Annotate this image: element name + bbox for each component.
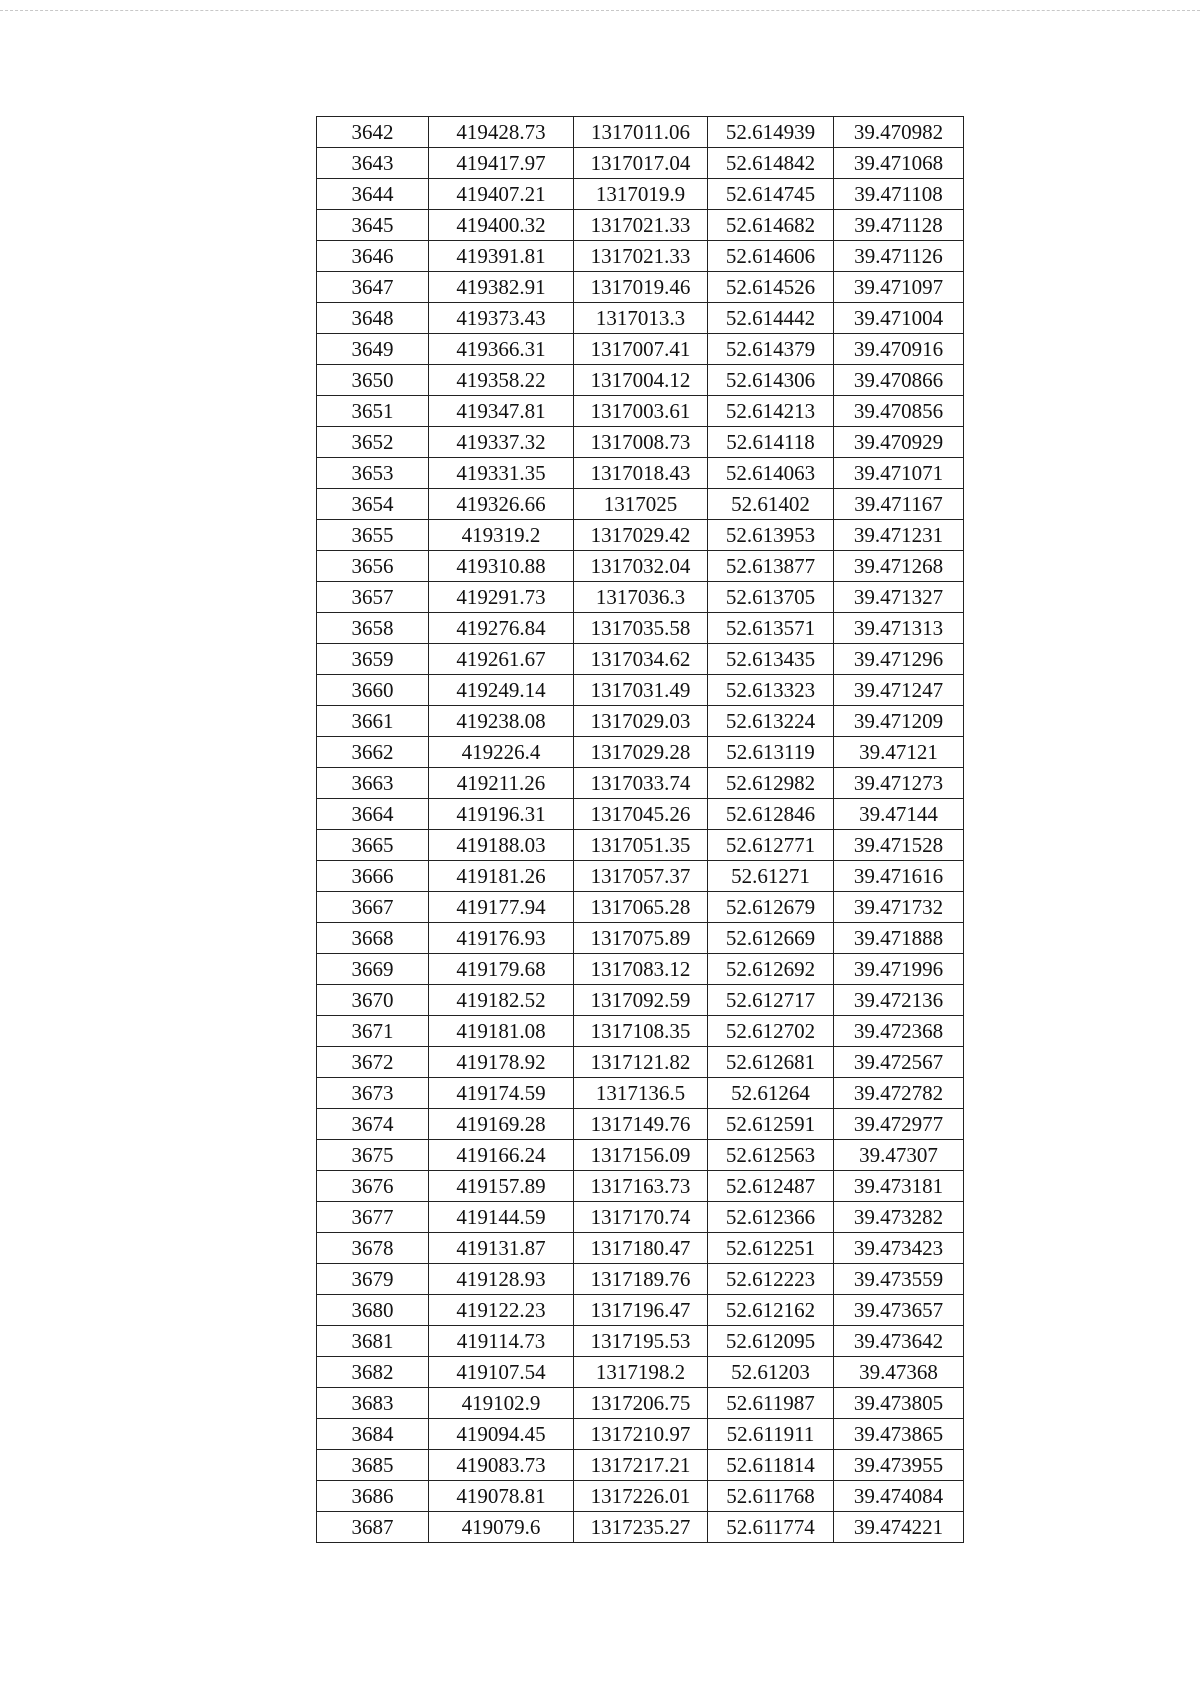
- latitude-cell: 52.614939: [708, 117, 834, 148]
- point-number-cell: 3665: [317, 830, 429, 861]
- point-number-cell: 3661: [317, 706, 429, 737]
- longitude-cell: 39.471108: [834, 179, 964, 210]
- x-coordinate-cell: 419131.87: [429, 1233, 574, 1264]
- latitude-cell: 52.612702: [708, 1016, 834, 1047]
- table-row: [317, 520, 964, 551]
- latitude-cell: 52.612669: [708, 923, 834, 954]
- table-row: [317, 148, 964, 179]
- table-row: [317, 1295, 964, 1326]
- y-coordinate-cell: 1317083.12: [574, 954, 708, 985]
- latitude-cell: 52.614745: [708, 179, 834, 210]
- point-number-cell: 3681: [317, 1326, 429, 1357]
- x-coordinate-cell: 419181.26: [429, 861, 574, 892]
- latitude-cell: 52.611768: [708, 1481, 834, 1512]
- table-row: [317, 985, 964, 1016]
- point-number-cell: 3647: [317, 272, 429, 303]
- y-coordinate-cell: 1317198.2: [574, 1357, 708, 1388]
- longitude-cell: 39.471616: [834, 861, 964, 892]
- longitude-cell: 39.472368: [834, 1016, 964, 1047]
- table-row: [317, 427, 964, 458]
- longitude-cell: 39.471126: [834, 241, 964, 272]
- x-coordinate-cell: 419319.2: [429, 520, 574, 551]
- x-coordinate-cell: 419122.23: [429, 1295, 574, 1326]
- longitude-cell: 39.471071: [834, 458, 964, 489]
- y-coordinate-cell: 1317195.53: [574, 1326, 708, 1357]
- latitude-cell: 52.613571: [708, 613, 834, 644]
- point-number-cell: 3643: [317, 148, 429, 179]
- x-coordinate-cell: 419128.93: [429, 1264, 574, 1295]
- point-number-cell: 3651: [317, 396, 429, 427]
- y-coordinate-cell: 1317045.26: [574, 799, 708, 830]
- table-row: [317, 1450, 964, 1481]
- y-coordinate-cell: 1317018.43: [574, 458, 708, 489]
- y-coordinate-cell: 1317156.09: [574, 1140, 708, 1171]
- longitude-cell: 39.470916: [834, 334, 964, 365]
- x-coordinate-cell: 419182.52: [429, 985, 574, 1016]
- table-row: [317, 1388, 964, 1419]
- x-coordinate-cell: 419169.28: [429, 1109, 574, 1140]
- x-coordinate-cell: 419347.81: [429, 396, 574, 427]
- table-row: [317, 1264, 964, 1295]
- longitude-cell: 39.470982: [834, 117, 964, 148]
- x-coordinate-cell: 419188.03: [429, 830, 574, 861]
- y-coordinate-cell: 1317019.46: [574, 272, 708, 303]
- y-coordinate-cell: 1317136.5: [574, 1078, 708, 1109]
- point-number-cell: 3666: [317, 861, 429, 892]
- x-coordinate-cell: 419107.54: [429, 1357, 574, 1388]
- y-coordinate-cell: 1317206.75: [574, 1388, 708, 1419]
- y-coordinate-cell: 1317149.76: [574, 1109, 708, 1140]
- longitude-cell: 39.471996: [834, 954, 964, 985]
- point-number-cell: 3642: [317, 117, 429, 148]
- point-number-cell: 3677: [317, 1202, 429, 1233]
- latitude-cell: 52.614118: [708, 427, 834, 458]
- latitude-cell: 52.613435: [708, 644, 834, 675]
- y-coordinate-cell: 1317008.73: [574, 427, 708, 458]
- point-number-cell: 3680: [317, 1295, 429, 1326]
- table-row: [317, 210, 964, 241]
- latitude-cell: 52.61203: [708, 1357, 834, 1388]
- point-number-cell: 3683: [317, 1388, 429, 1419]
- longitude-cell: 39.47144: [834, 799, 964, 830]
- latitude-cell: 52.612563: [708, 1140, 834, 1171]
- longitude-cell: 39.471128: [834, 210, 964, 241]
- point-number-cell: 3663: [317, 768, 429, 799]
- point-number-cell: 3667: [317, 892, 429, 923]
- table-row: [317, 954, 964, 985]
- point-number-cell: 3678: [317, 1233, 429, 1264]
- y-coordinate-cell: 1317170.74: [574, 1202, 708, 1233]
- x-coordinate-cell: 419178.92: [429, 1047, 574, 1078]
- table-row: [317, 1202, 964, 1233]
- table-row: [317, 303, 964, 334]
- point-number-cell: 3676: [317, 1171, 429, 1202]
- table-row: [317, 334, 964, 365]
- x-coordinate-cell: 419261.67: [429, 644, 574, 675]
- table-row: [317, 861, 964, 892]
- y-coordinate-cell: 1317019.9: [574, 179, 708, 210]
- x-coordinate-cell: 419226.4: [429, 737, 574, 768]
- x-coordinate-cell: 419177.94: [429, 892, 574, 923]
- y-coordinate-cell: 1317057.37: [574, 861, 708, 892]
- x-coordinate-cell: 419196.31: [429, 799, 574, 830]
- table-row: [317, 458, 964, 489]
- x-coordinate-cell: 419102.9: [429, 1388, 574, 1419]
- longitude-cell: 39.471296: [834, 644, 964, 675]
- y-coordinate-cell: 1317226.01: [574, 1481, 708, 1512]
- latitude-cell: 52.611774: [708, 1512, 834, 1543]
- y-coordinate-cell: 1317210.97: [574, 1419, 708, 1450]
- x-coordinate-cell: 419174.59: [429, 1078, 574, 1109]
- y-coordinate-cell: 1317033.74: [574, 768, 708, 799]
- point-number-cell: 3668: [317, 923, 429, 954]
- longitude-cell: 39.471209: [834, 706, 964, 737]
- point-number-cell: 3686: [317, 1481, 429, 1512]
- latitude-cell: 52.612251: [708, 1233, 834, 1264]
- latitude-cell: 52.612223: [708, 1264, 834, 1295]
- x-coordinate-cell: 419179.68: [429, 954, 574, 985]
- y-coordinate-cell: 1317034.62: [574, 644, 708, 675]
- latitude-cell: 52.612487: [708, 1171, 834, 1202]
- scan-edge-line: [0, 10, 1200, 11]
- y-coordinate-cell: 1317021.33: [574, 241, 708, 272]
- table-row: [317, 799, 964, 830]
- latitude-cell: 52.613323: [708, 675, 834, 706]
- latitude-cell: 52.612162: [708, 1295, 834, 1326]
- longitude-cell: 39.471327: [834, 582, 964, 613]
- latitude-cell: 52.611911: [708, 1419, 834, 1450]
- latitude-cell: 52.61264: [708, 1078, 834, 1109]
- table-row: [317, 892, 964, 923]
- longitude-cell: 39.471097: [834, 272, 964, 303]
- point-number-cell: 3657: [317, 582, 429, 613]
- y-coordinate-cell: 1317031.49: [574, 675, 708, 706]
- table-row: [317, 613, 964, 644]
- y-coordinate-cell: 1317036.3: [574, 582, 708, 613]
- x-coordinate-cell: 419417.97: [429, 148, 574, 179]
- latitude-cell: 52.614063: [708, 458, 834, 489]
- x-coordinate-cell: 419326.66: [429, 489, 574, 520]
- y-coordinate-cell: 1317007.41: [574, 334, 708, 365]
- longitude-cell: 39.471888: [834, 923, 964, 954]
- y-coordinate-cell: 1317163.73: [574, 1171, 708, 1202]
- latitude-cell: 52.612366: [708, 1202, 834, 1233]
- latitude-cell: 52.612982: [708, 768, 834, 799]
- longitude-cell: 39.472136: [834, 985, 964, 1016]
- point-number-cell: 3684: [317, 1419, 429, 1450]
- x-coordinate-cell: 419382.91: [429, 272, 574, 303]
- y-coordinate-cell: 1317075.89: [574, 923, 708, 954]
- latitude-cell: 52.614306: [708, 365, 834, 396]
- y-coordinate-cell: 1317051.35: [574, 830, 708, 861]
- latitude-cell: 52.614842: [708, 148, 834, 179]
- point-number-cell: 3648: [317, 303, 429, 334]
- x-coordinate-cell: 419181.08: [429, 1016, 574, 1047]
- x-coordinate-cell: 419400.32: [429, 210, 574, 241]
- longitude-cell: 39.471167: [834, 489, 964, 520]
- table-row: [317, 396, 964, 427]
- latitude-cell: 52.612591: [708, 1109, 834, 1140]
- table-row: [317, 675, 964, 706]
- point-number-cell: 3649: [317, 334, 429, 365]
- point-number-cell: 3685: [317, 1450, 429, 1481]
- longitude-cell: 39.47121: [834, 737, 964, 768]
- x-coordinate-cell: 419337.32: [429, 427, 574, 458]
- y-coordinate-cell: 1317032.04: [574, 551, 708, 582]
- table-row: [317, 706, 964, 737]
- x-coordinate-cell: 419166.24: [429, 1140, 574, 1171]
- point-number-cell: 3650: [317, 365, 429, 396]
- table-row: [317, 1140, 964, 1171]
- table-row: [317, 1171, 964, 1202]
- longitude-cell: 39.473642: [834, 1326, 964, 1357]
- table-row: [317, 1481, 964, 1512]
- longitude-cell: 39.470929: [834, 427, 964, 458]
- table-row: [317, 923, 964, 954]
- point-number-cell: 3646: [317, 241, 429, 272]
- latitude-cell: 52.613705: [708, 582, 834, 613]
- y-coordinate-cell: 1317021.33: [574, 210, 708, 241]
- point-number-cell: 3664: [317, 799, 429, 830]
- table-row: [317, 272, 964, 303]
- latitude-cell: 52.613877: [708, 551, 834, 582]
- latitude-cell: 52.614213: [708, 396, 834, 427]
- x-coordinate-cell: 419114.73: [429, 1326, 574, 1357]
- longitude-cell: 39.473423: [834, 1233, 964, 1264]
- point-number-cell: 3652: [317, 427, 429, 458]
- x-coordinate-cell: 419238.08: [429, 706, 574, 737]
- y-coordinate-cell: 1317025: [574, 489, 708, 520]
- longitude-cell: 39.472567: [834, 1047, 964, 1078]
- y-coordinate-cell: 1317035.58: [574, 613, 708, 644]
- table-row: [317, 582, 964, 613]
- x-coordinate-cell: 419291.73: [429, 582, 574, 613]
- longitude-cell: 39.47307: [834, 1140, 964, 1171]
- point-number-cell: 3653: [317, 458, 429, 489]
- x-coordinate-cell: 419144.59: [429, 1202, 574, 1233]
- longitude-cell: 39.473282: [834, 1202, 964, 1233]
- point-number-cell: 3675: [317, 1140, 429, 1171]
- latitude-cell: 52.612681: [708, 1047, 834, 1078]
- x-coordinate-cell: 419310.88: [429, 551, 574, 582]
- y-coordinate-cell: 1317065.28: [574, 892, 708, 923]
- longitude-cell: 39.471231: [834, 520, 964, 551]
- longitude-cell: 39.471313: [834, 613, 964, 644]
- longitude-cell: 39.471273: [834, 768, 964, 799]
- latitude-cell: 52.612095: [708, 1326, 834, 1357]
- x-coordinate-cell: 419428.73: [429, 117, 574, 148]
- table-row: [317, 1419, 964, 1450]
- longitude-cell: 39.473559: [834, 1264, 964, 1295]
- point-number-cell: 3673: [317, 1078, 429, 1109]
- latitude-cell: 52.613119: [708, 737, 834, 768]
- table-row: [317, 1047, 964, 1078]
- coordinates-table-body: [317, 117, 964, 1543]
- latitude-cell: 52.612717: [708, 985, 834, 1016]
- longitude-cell: 39.471068: [834, 148, 964, 179]
- point-number-cell: 3687: [317, 1512, 429, 1543]
- point-number-cell: 3672: [317, 1047, 429, 1078]
- latitude-cell: 52.612692: [708, 954, 834, 985]
- y-coordinate-cell: 1317196.47: [574, 1295, 708, 1326]
- table-row: [317, 737, 964, 768]
- longitude-cell: 39.472977: [834, 1109, 964, 1140]
- latitude-cell: 52.61402: [708, 489, 834, 520]
- latitude-cell: 52.614606: [708, 241, 834, 272]
- longitude-cell: 39.473805: [834, 1388, 964, 1419]
- longitude-cell: 39.473181: [834, 1171, 964, 1202]
- table-row: [317, 1016, 964, 1047]
- latitude-cell: 52.613953: [708, 520, 834, 551]
- x-coordinate-cell: 419211.26: [429, 768, 574, 799]
- x-coordinate-cell: 419094.45: [429, 1419, 574, 1450]
- point-number-cell: 3658: [317, 613, 429, 644]
- table-row: [317, 1233, 964, 1264]
- y-coordinate-cell: 1317121.82: [574, 1047, 708, 1078]
- table-row: [317, 551, 964, 582]
- longitude-cell: 39.473955: [834, 1450, 964, 1481]
- longitude-cell: 39.473865: [834, 1419, 964, 1450]
- table-row: [317, 1326, 964, 1357]
- longitude-cell: 39.472782: [834, 1078, 964, 1109]
- table-row: [317, 489, 964, 520]
- y-coordinate-cell: 1317108.35: [574, 1016, 708, 1047]
- longitude-cell: 39.47368: [834, 1357, 964, 1388]
- y-coordinate-cell: 1317017.04: [574, 148, 708, 179]
- x-coordinate-cell: 419157.89: [429, 1171, 574, 1202]
- x-coordinate-cell: 419373.43: [429, 303, 574, 334]
- table-row: [317, 1078, 964, 1109]
- point-number-cell: 3645: [317, 210, 429, 241]
- table-row: [317, 179, 964, 210]
- y-coordinate-cell: 1317003.61: [574, 396, 708, 427]
- longitude-cell: 39.473657: [834, 1295, 964, 1326]
- longitude-cell: 39.474084: [834, 1481, 964, 1512]
- y-coordinate-cell: 1317217.21: [574, 1450, 708, 1481]
- point-number-cell: 3659: [317, 644, 429, 675]
- y-coordinate-cell: 1317092.59: [574, 985, 708, 1016]
- latitude-cell: 52.614379: [708, 334, 834, 365]
- longitude-cell: 39.474221: [834, 1512, 964, 1543]
- point-number-cell: 3674: [317, 1109, 429, 1140]
- x-coordinate-cell: 419391.81: [429, 241, 574, 272]
- x-coordinate-cell: 419249.14: [429, 675, 574, 706]
- table-row: [317, 1109, 964, 1140]
- longitude-cell: 39.471732: [834, 892, 964, 923]
- table-row: [317, 830, 964, 861]
- y-coordinate-cell: 1317029.28: [574, 737, 708, 768]
- longitude-cell: 39.471004: [834, 303, 964, 334]
- latitude-cell: 52.61271: [708, 861, 834, 892]
- y-coordinate-cell: 1317011.06: [574, 117, 708, 148]
- x-coordinate-cell: 419407.21: [429, 179, 574, 210]
- x-coordinate-cell: 419331.35: [429, 458, 574, 489]
- x-coordinate-cell: 419366.31: [429, 334, 574, 365]
- latitude-cell: 52.614442: [708, 303, 834, 334]
- x-coordinate-cell: 419079.6: [429, 1512, 574, 1543]
- y-coordinate-cell: 1317189.76: [574, 1264, 708, 1295]
- longitude-cell: 39.470866: [834, 365, 964, 396]
- y-coordinate-cell: 1317004.12: [574, 365, 708, 396]
- longitude-cell: 39.470856: [834, 396, 964, 427]
- longitude-cell: 39.471528: [834, 830, 964, 861]
- x-coordinate-cell: 419083.73: [429, 1450, 574, 1481]
- x-coordinate-cell: 419358.22: [429, 365, 574, 396]
- table-row: [317, 1512, 964, 1543]
- point-number-cell: 3660: [317, 675, 429, 706]
- table-row: [317, 1357, 964, 1388]
- longitude-cell: 39.471268: [834, 551, 964, 582]
- latitude-cell: 52.612679: [708, 892, 834, 923]
- point-number-cell: 3669: [317, 954, 429, 985]
- point-number-cell: 3644: [317, 179, 429, 210]
- coordinates-table: [316, 116, 964, 1543]
- point-number-cell: 3670: [317, 985, 429, 1016]
- table-row: [317, 241, 964, 272]
- table-row: [317, 644, 964, 675]
- point-number-cell: 3682: [317, 1357, 429, 1388]
- y-coordinate-cell: 1317013.3: [574, 303, 708, 334]
- x-coordinate-cell: 419176.93: [429, 923, 574, 954]
- latitude-cell: 52.612846: [708, 799, 834, 830]
- latitude-cell: 52.614682: [708, 210, 834, 241]
- longitude-cell: 39.471247: [834, 675, 964, 706]
- table-row: [317, 365, 964, 396]
- latitude-cell: 52.614526: [708, 272, 834, 303]
- y-coordinate-cell: 1317235.27: [574, 1512, 708, 1543]
- point-number-cell: 3679: [317, 1264, 429, 1295]
- x-coordinate-cell: 419276.84: [429, 613, 574, 644]
- latitude-cell: 52.611814: [708, 1450, 834, 1481]
- point-number-cell: 3656: [317, 551, 429, 582]
- x-coordinate-cell: 419078.81: [429, 1481, 574, 1512]
- point-number-cell: 3655: [317, 520, 429, 551]
- y-coordinate-cell: 1317180.47: [574, 1233, 708, 1264]
- point-number-cell: 3662: [317, 737, 429, 768]
- table-row: [317, 117, 964, 148]
- latitude-cell: 52.611987: [708, 1388, 834, 1419]
- latitude-cell: 52.612771: [708, 830, 834, 861]
- point-number-cell: 3671: [317, 1016, 429, 1047]
- y-coordinate-cell: 1317029.42: [574, 520, 708, 551]
- point-number-cell: 3654: [317, 489, 429, 520]
- y-coordinate-cell: 1317029.03: [574, 706, 708, 737]
- latitude-cell: 52.613224: [708, 706, 834, 737]
- table-row: [317, 768, 964, 799]
